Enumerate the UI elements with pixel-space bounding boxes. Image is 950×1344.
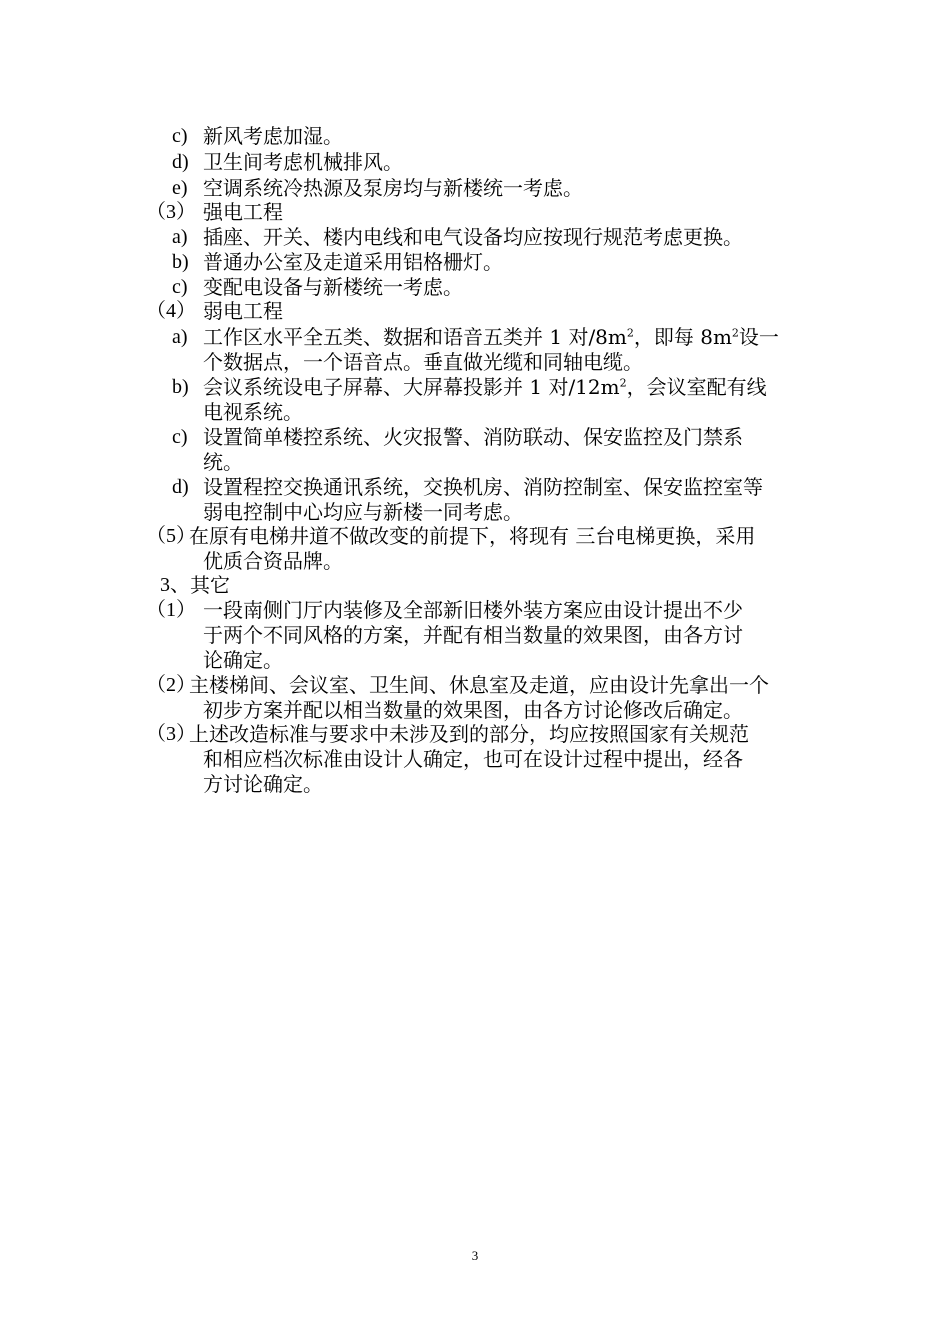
item-text-continuation: 优质合资品牌。 xyxy=(203,549,343,573)
item-text: 一段南侧门厅内装修及全部新旧楼外装方案应由设计提出不少 xyxy=(203,598,743,622)
item-text-continuation: 方讨论确定。 xyxy=(203,772,323,796)
section-label: （2） xyxy=(146,674,196,696)
item-text-continuation: 统。 xyxy=(203,450,243,474)
item-label: c) xyxy=(172,276,188,298)
section-label: （5） xyxy=(146,525,196,547)
section-label: （3） xyxy=(146,723,196,745)
item-label: c) xyxy=(172,125,188,147)
item-label: d) xyxy=(172,151,189,173)
superscript: 2 xyxy=(626,326,634,340)
item-text-part: 会议系统设电子屏幕、大屏幕投影并 1 对/12m xyxy=(203,375,620,399)
item-text-part: ，会议室配有线 xyxy=(626,375,767,399)
item-label: b) xyxy=(172,251,189,273)
item-text: 卫生间考虑机械排风。 xyxy=(203,150,403,174)
item-text-continuation: 和相应档次标准由设计人确定，也可在设计过程中提出，经各 xyxy=(203,747,743,771)
section-label: （4） xyxy=(146,300,196,322)
item-text xyxy=(203,375,767,399)
section-label: （1） xyxy=(146,599,196,621)
item-text-part: ，即每 8m xyxy=(633,325,732,349)
item-text: 插座、开关、楼内电线和电气设备均应按现行规范考虑更换。 xyxy=(203,225,743,249)
item-text: 设置程控交换通讯系统，交换机房、消防控制室、保安监控室等 xyxy=(203,475,763,499)
item-text: 主楼梯间、会议室、卫生间、休息室及走道，应由设计先拿出一个 xyxy=(189,673,769,697)
item-text: 变配电设备与新楼统一考虑。 xyxy=(203,275,463,299)
item-text-continuation: 初步方案并配以相当数量的效果图，由各方讨论修改后确定。 xyxy=(203,698,743,722)
item-text: 设置简单楼控系统、火灾报警、消防联动、保安监控及门禁系 xyxy=(203,425,743,449)
item-text: 普通办公室及走道采用铝格栅灯。 xyxy=(203,250,503,274)
item-text-continuation: 个数据点，一个语音点。垂直做光缆和同轴电缆。 xyxy=(203,350,643,374)
item-text-part: 工作区水平全五类、数据和语音五类并 1 对/8m xyxy=(203,325,627,349)
superscript: 2 xyxy=(731,326,739,340)
item-text xyxy=(203,325,779,349)
superscript: 2 xyxy=(619,376,627,390)
item-label: b) xyxy=(172,376,189,398)
item-text: 在原有电梯井道不做改变的前提下，将现有 三台电梯更换，采用 xyxy=(189,524,756,548)
item-text-part: 设一 xyxy=(738,325,779,349)
item-label: e) xyxy=(172,177,188,199)
item-text-continuation: 弱电控制中心均应与新楼一同考虑。 xyxy=(203,500,523,524)
item-text: 空调系统冷热源及泵房均与新楼统一考虑。 xyxy=(203,176,583,200)
item-label: a) xyxy=(172,326,188,348)
item-text-continuation: 于两个不同风格的方案，并配有相当数量的效果图，由各方讨 xyxy=(203,623,743,647)
item-text-continuation: 论确定。 xyxy=(203,648,283,672)
item-label: c) xyxy=(172,426,188,448)
section-heading: 其它 xyxy=(190,573,230,597)
item-label: a) xyxy=(172,226,188,248)
item-text: 新风考虑加湿。 xyxy=(203,124,343,148)
section-label: （3） xyxy=(146,201,196,223)
page-number: 3 xyxy=(471,1248,479,1263)
section-heading: 弱电工程 xyxy=(203,299,283,323)
section-heading: 强电工程 xyxy=(203,200,283,224)
item-text: 上述改造标准与要求中未涉及到的部分，均应按照国家有关规范 xyxy=(189,722,749,746)
section-label: 3、 xyxy=(160,574,190,596)
item-text-continuation: 电视系统。 xyxy=(203,400,303,424)
item-label: d) xyxy=(172,476,189,498)
